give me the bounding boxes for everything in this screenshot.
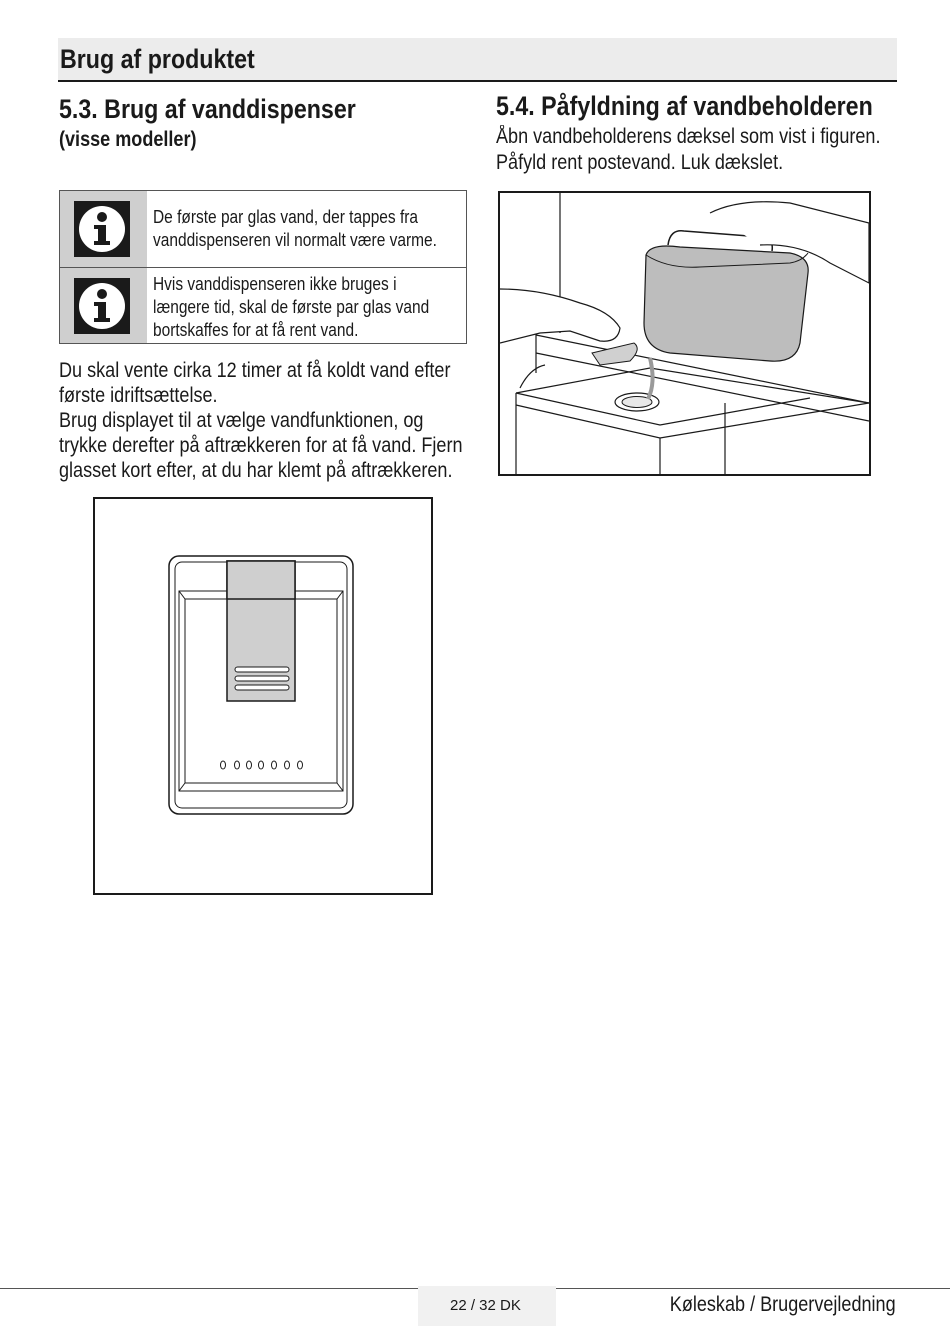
note-icon-cell <box>60 191 147 267</box>
info-note <box>60 268 466 343</box>
section-54-heading: 5.4. Påfyldning af vandbeholderen <box>496 91 873 121</box>
section-53-subheading: (visse modeller) <box>59 128 197 151</box>
note-line: længere tid, skal de første par glas vand <box>153 297 430 317</box>
note-icon-cell <box>60 268 147 343</box>
body-line: Åbn vandbeholderens dæksel som vist i figuren. <box>496 125 881 148</box>
note-line: De første par glas vand, der tappes fra <box>153 207 419 227</box>
body-line: trykke derefter på aftrækkeren for at få vand. Fjern <box>59 434 463 457</box>
body-line: Du skal vente cirka 12 timer at få koldt vand efter <box>59 359 451 382</box>
page-number: 22 / 32 DK <box>450 1297 521 1314</box>
info-icon <box>74 278 130 334</box>
header-bar <box>58 38 897 82</box>
body-line: første idriftsættelse. <box>59 384 218 407</box>
note-line: bortskaffes for at få rent vand. <box>153 320 359 340</box>
footer-doc-title: Køleskab / Brugervejledning <box>670 1293 896 1316</box>
info-note <box>60 191 466 268</box>
info-notes-table <box>59 190 467 344</box>
refill-figure <box>498 191 871 476</box>
dispenser-figure <box>93 497 433 895</box>
info-icon <box>74 201 130 257</box>
note-line: Hvis vanddispenseren ikke bruges i <box>153 274 397 294</box>
note-line: vanddispenseren vil normalt være varme. <box>153 230 437 250</box>
page-header-title: Brug af produktet <box>60 44 255 74</box>
section-53-heading: 5.3. Brug af vanddispenser <box>59 94 356 124</box>
body-line: Brug displayet til at vælge vandfunktionen, og <box>59 409 424 432</box>
dispenser-illustration <box>95 499 431 893</box>
body-line: glasset kort efter, at du har klemt på aftrækkeren. <box>59 459 453 482</box>
refill-illustration <box>500 193 869 474</box>
body-line: Påfyld rent postevand. Luk dækslet. <box>496 151 784 174</box>
